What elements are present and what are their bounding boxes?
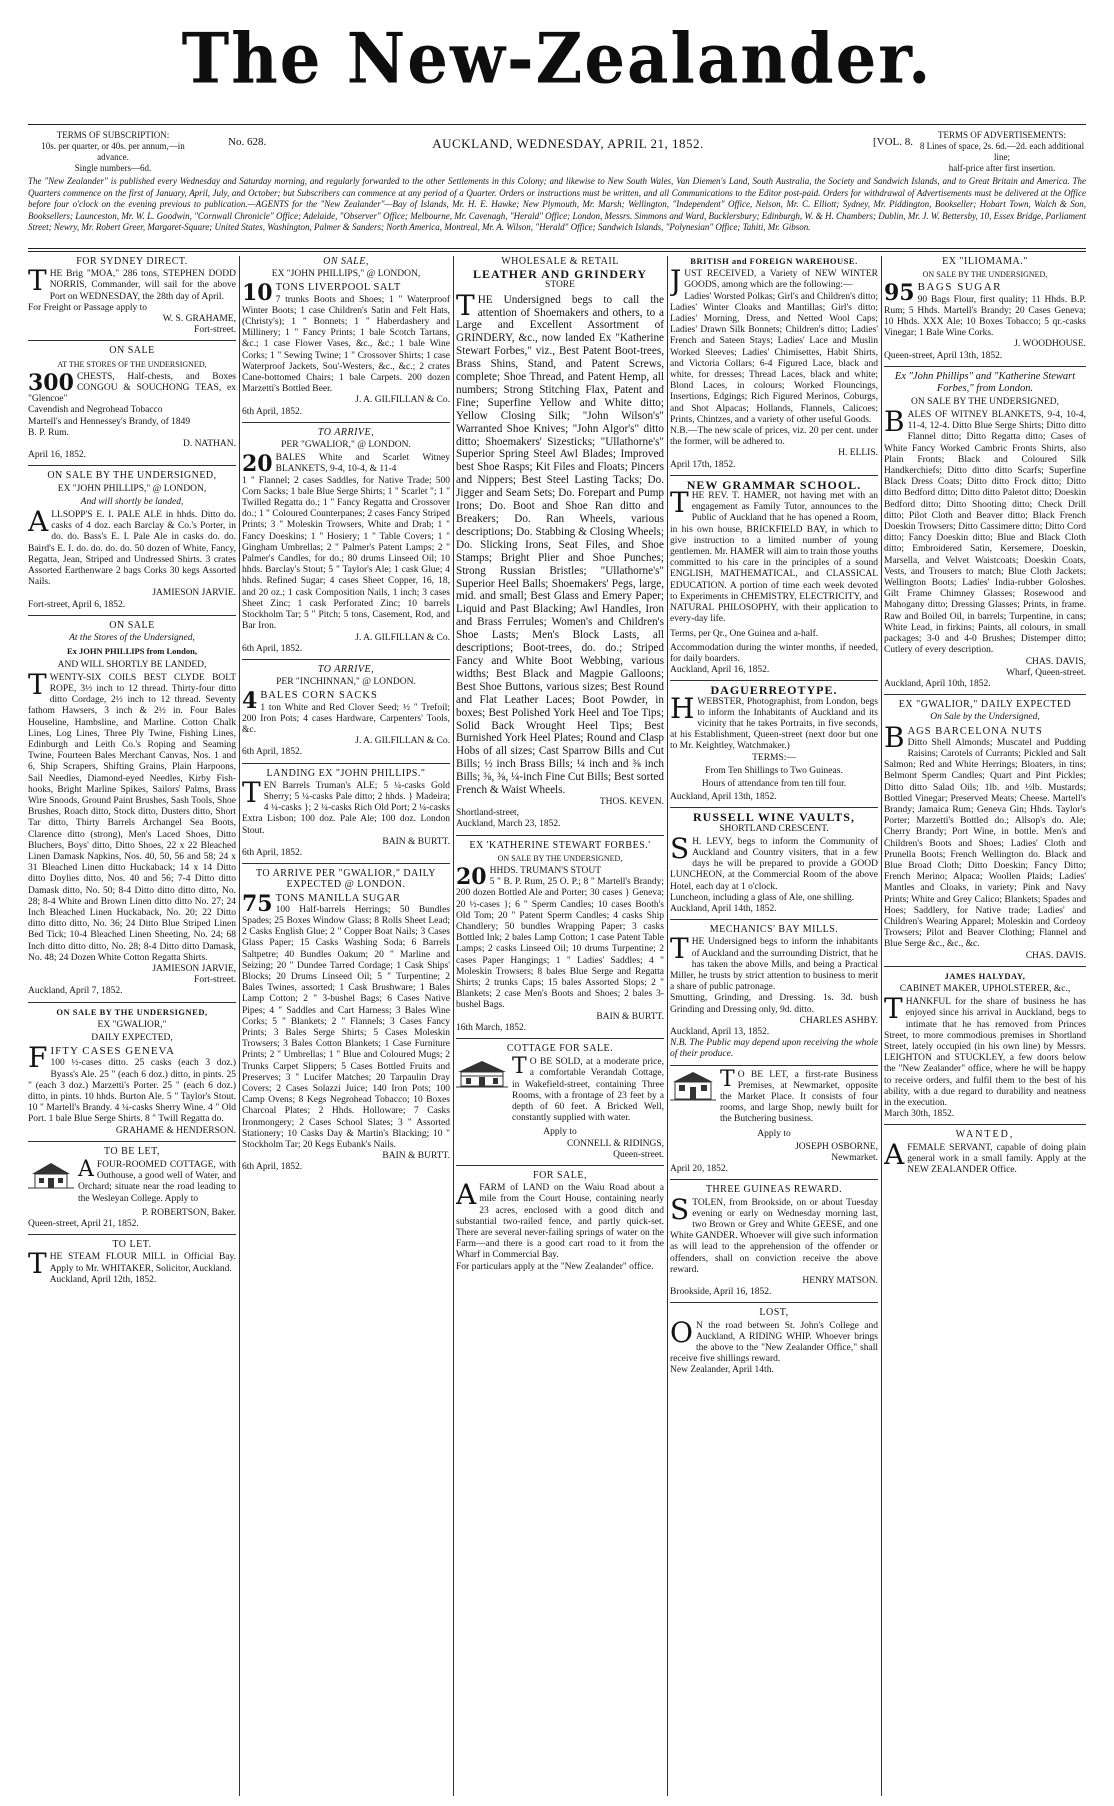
ad-signature: JAMIESON JARVIE. [152, 588, 236, 599]
ad-mill-to-let [28, 1239, 236, 1286]
ad-heading: LOST, [759, 1307, 789, 1319]
ad-terms: Terms, per Qr., One Guinea and a-half. [670, 628, 819, 639]
ad-manilla-sugar [242, 868, 450, 1173]
ad-tail: For Freight or Passage apply to [28, 302, 148, 313]
column-divider [881, 256, 882, 1796]
ad-body: CHESTS, Half-chests, and Boxes CONGOU & SOUCHONG TEAS, ex "Glencoe" [28, 371, 236, 405]
ad-separator [242, 659, 450, 660]
ad-signature: CONNELL & RIDINGS, [566, 1138, 664, 1149]
ad-body: TOLEN, from Brookside, on or about Tuesday evening or early on Wednesday morning last, two Brown or Grey and White GEESE, and one White GANDER. Whoever will give such information as will lead to the apprehension of the offender or offenders, shall on conviction receive the above reward. [670, 1197, 878, 1275]
ad-heading: TO ARRIVE, [317, 426, 375, 438]
ad-note: N.B.—The new scale of prices, viz. 20 per cent. under the former, will be adhered to. [670, 426, 878, 448]
ad-signature: JAMIESON JARVIE, [152, 963, 236, 974]
notice-rule-double [28, 251, 1086, 252]
ad-separator [670, 680, 878, 681]
ad-date: April 20, 1852. [670, 1164, 729, 1175]
ad-separator [670, 1302, 878, 1303]
ad-heading: EX "GWALIOR," DAILY EXPECTED [898, 699, 1072, 711]
advertisement-terms-rate: 8 Lines of space, 2s. 6d.—2d. each additional line; [919, 141, 1085, 162]
ad-note: N.B. The Public may depend upon receiving the whole of their produce. [670, 1038, 878, 1060]
ad-separator [456, 835, 664, 836]
ad-subheading: On Sale by the Undersigned, [930, 712, 1040, 723]
ad-signature: JOSEPH OSBORNE, [795, 1141, 878, 1152]
cottage-icon [456, 1057, 508, 1089]
ad-body: O BE SOLD, at a moderate price, a comfortable Verandah Cottage, in Wakefield-street, containing Three Rooms, with a frontage of 23 feet by a depth of 60 feet. A Bricked Well, constantly supplied with water. [512, 1057, 664, 1124]
ad-number: 20 [242, 451, 273, 478]
shop-building-icon [670, 1070, 716, 1102]
drop-cap: T [242, 775, 261, 809]
drop-cap: T [456, 288, 475, 322]
ad-mechanics-bay-mills [670, 924, 878, 1060]
column-divider [667, 256, 668, 1796]
ad-cottage-to-let [28, 1146, 236, 1230]
ad-signature: Fort-street. [194, 975, 236, 986]
ad-iliomama-sugar [884, 256, 1086, 362]
column-1 [28, 256, 236, 1796]
ad-subheading: EX "GWALIOR," [97, 1019, 167, 1030]
advertisement-terms-half: half-price after first insertion. [948, 163, 1056, 173]
ad-title: HHDS. TRUMAN'S STOUT [489, 865, 602, 876]
ad-illustration-row [670, 1066, 878, 1126]
ad-heading: TO LET. [112, 1239, 152, 1251]
ad-russell-wine-vaults [670, 812, 878, 915]
ad-line: Martell's and Hennessey's Brandy, of 1849 [28, 416, 191, 427]
ad-heading: WANTED, [955, 1129, 1015, 1141]
ad-title: TONS MANILLA SUGAR [275, 892, 401, 904]
ad-signature: Wharf, Queen-street. [1006, 667, 1086, 678]
column-5 [884, 256, 1086, 1796]
ad-subheading: ON SALE BY THE UNDERSIGNED, [497, 853, 623, 863]
ad-body: ALES OF WITNEY BLANKETS, 9-4, 10-4, 11-4, 12-4. Ditto Blue Serge Shirts; Ditto ditto Flannel ditto; Ditto Regatta ditto; Cases of White Fancy Worked Cambric Fronts Shirts, also Plain Fronts; Black and Coloured Silk Handkerchiefs; Ditto ditto ditto Scarfs; Superfine Black Dress Coats; Ditto ditto Frock ditto; Ditto ditto Bedford ditto; Ditto ditto Paletot ditto; Doeskin Bedford ditto; Ditto Shooting ditto; Check Drill ditto; Pilot Cloth and Beaver ditto; Black French Doeskin Trowsers; Ditto Cassimere ditto; Ditto Cord ditto; Fancy Doeskin ditto; Blue and Black Cloth ditto; Embroidered Satin, Kersemere, Doeskin, Marsella, and Velvet Waistcoats; Doeskin Coats, Vests, and Trousers to match; Blue Cloth Jackets; Wellington Boots; Ladies' India-rubber Goloshes. Gilt Frame Chimney Glasses; Rosewood and Mahogany ditto; Dressing Glasses; Prints, in frame. Raw and Boiled Oil, in barrels; Turpentine, in cans; White Lead, in firkins; Paints, all colours, in small packages; 3-0 and 4-0 Brushes; Distemper ditto; Cutlery of every description. [884, 410, 1086, 656]
ad-body: WEBSTER, Photographist, from London, begs to inform the Inhabitants of Auckland and its vicinity that he takes Portraits, in five seconds, at his Establishment, Queen-street (next door but one to Mr. Keightley, Watchmaker.) [670, 696, 878, 752]
ad-date: April 16, 1852. [28, 450, 87, 461]
ad-date: Auckland, April 16, 1852. [670, 665, 770, 676]
ad-subheading: EX "JOHN PHILLIPS," @ LONDON, [57, 483, 207, 494]
ad-date: 16th March, 1852. [456, 1022, 527, 1033]
ad-daguerreotype [670, 685, 878, 803]
ad-subheading: ON SALE BY THE UNDERSIGNED, [910, 396, 1060, 407]
ad-title: BAGS SUGAR [917, 281, 1003, 294]
ad-headline: RUSSELL WINE VAULTS, [693, 810, 855, 825]
ad-body: 5 " B. P. Rum, 25 O. P.; 8 " Martell's Brandy; 200 dozen Bottled Ale and Porter; 30 cases } Geneva; 20 ½-cases }; 6 " Sperm Candles; 10 cases Booth's Old Tom; 20 " Patent Sperm Candles; 4 casks Ship Chandlery; 50 bundles Wrapping Paper; 3 casks Bottled Ink; 2 bales Lamp Cotton; 1 case Patent Table Lamps; 2 casks Linseed Oil; 10 drums Turpentine; 2 cases Paper Hangings; 1 " Ladies' Saddles; 4 " Moleskin Trowsers; 8 bales Blue Serge and Regatta Shirts; 2 trunks Caps; 15 bales Assorted Slops; 2 " Blankets; 2 case Men's Boots and Shoes; 2 bales 3-bushel Bags. [456, 877, 664, 1011]
column-2 [242, 256, 450, 1796]
ad-date: New Zealander, April 14th. [670, 1365, 774, 1376]
ad-heading: EX "ILIOMAMA." [942, 256, 1028, 267]
ad-barcelona-nuts [884, 699, 1086, 962]
ad-separator [242, 422, 450, 423]
ad-subheading: At the Stores of the Undersigned, [69, 633, 195, 644]
ad-signature: BAIN & BURTT. [382, 836, 450, 847]
ad-number: 4 [242, 688, 258, 715]
ad-corn-sacks [242, 664, 450, 759]
ad-headline: LEATHER AND GRINDERY [472, 267, 648, 282]
ad-heading: TO ARRIVE PER "GWALIOR," DAILY EXPECTED @ LONDON. [255, 868, 437, 891]
publication-notice: The "New Zealander" is published every Wednesday and Saturday morning, and regularly forwarded to the other Settlements in this Colony; and likewise to New South Wales, Van Diemen's Land, South Australia, the Society and Sandwich Islands, and to Great Britain and America. The Quarters commence on the first of January, April, July, and October; but Subscribers can commence at any period of a Quarter. Orders or instructions must be written, and all Communications to the Editor post-paid. Orders for withdrawal of Advertisements must be delivered at the Office before four o'clock on the evening previous to publication.—AGENTS for the "New Zealander"—Bay of Islands, Mr. H. E. Hawke; New Plymouth, Mr. Marsh; Wellington, "Independent" Office, Nelson, Mr. C. Elliott; Sydney, Mr. Piddington, Bookseller; Hobart Town, Walch & Son, Booksellers; Launceston, Mr. W. L. Goodwin, "Cornwall Chronicle" Office; Adelaide, "Observer" Office; Melbourne, Mr. Cavenagh, "Herald" Office; London, Messrs. Simmons and Ward, Bucklersbury; Edinburgh, W. & H. Chambers; Dublin, Mr. J. W. Bettersby, 10, Essex Bridge, Parliament Street; Newry, Mr. Robert Greer, Margaret-Square; United States, Washington, Palmer & Sanders; North America, Montreal, Mr. A. Wilson, "Herald" Office; Sandwich Islands, "Polynesian" Office; Tahiti, Mr. Gibson. [28, 176, 1086, 232]
ad-separator [884, 694, 1086, 695]
drop-cap: O [670, 1315, 693, 1349]
ad-signature: H. ELLIS. [838, 448, 878, 459]
ad-teas [28, 345, 236, 461]
ad-signature: P. ROBERTSON, Baker. [141, 1207, 236, 1218]
ad-heading: THREE GUINEAS REWARD. [705, 1184, 843, 1196]
ad-date: Auckland, March 23, 1852. [456, 819, 561, 830]
ad-newmarket-premises [670, 1066, 878, 1176]
ad-terms: From Ten Shillings to Two Guineas. [705, 765, 843, 776]
column-divider [239, 256, 240, 1796]
ad-date: Auckland, April 13th, 1852. [670, 792, 777, 803]
ad-body: HE STEAM FLOUR MILL in Official Bay. Apply to Mr. WHITAKER, Solicitor, Auckland. [49, 1252, 236, 1274]
advertisement-terms-label: TERMS OF ADVERTISEMENTS: [938, 130, 1066, 140]
ad-heading: TO BE LET, [103, 1145, 160, 1157]
ad-note: Luncheon, including a glass of Ale, one shilling. [670, 892, 855, 903]
subscription-terms [28, 130, 198, 174]
ad-body: LLSOPP'S E. I. PALE ALE in hhds. Ditto do. casks of 4 doz. each Barclay & Co.'s Porter, in do. do. Bass's E. I. Pale Ale in casks do. do. Baird's E. I. do. do. do. do. 50 dozen of White, Fancy, Regatta, Jean, Striped and Undressed Shirts. 3 crates Assorted Earthenware 2 bags Corks 30 kegs Assorted Nails. [28, 510, 236, 588]
ad-signature: Queen-street. [613, 1149, 664, 1160]
ad-body: UST RECEIVED, a Variety of NEW WINTER GOODS, among which are the following:— [684, 269, 878, 291]
ad-heading: COTTAGE FOR SALE. [506, 1043, 614, 1055]
ad-heading: ON SALE [109, 619, 155, 631]
masthead [0, 0, 1114, 120]
ad-illustration-row [456, 1054, 664, 1124]
ad-heading: ON SALE [109, 345, 155, 357]
ad-heading: WHOLESALE & RETAIL [501, 256, 619, 267]
drop-cap: A [884, 1137, 905, 1171]
ad-date: 6th April, 1852. [242, 643, 303, 654]
ad-separator [670, 919, 878, 920]
drop-cap: A [28, 505, 49, 539]
ad-date: Queen-street, April 13th, 1852. [884, 350, 1003, 361]
ad-body: EN Barrels Truman's ALE; 5 ¼-casks Gold Sherry; 5 ¼-casks Pale ditto; 2 hhds. } Madeira; 4 ¼-casks }; 2 ¼-casks Rich Old Port; 2 ¼-casks Extra Lisbon; 100 doz. Pale Ale; 100 doz. London Stout. [242, 780, 450, 836]
drop-cap: T [28, 264, 47, 298]
ad-body: HANKFUL for the share of business he has enjoyed since his arrival in Auckland, begs to intimate that he has removed from Princes Street, to more commodious premises in Shortland Street, lately occupied (in his own line) by Messrs. LEIGHTON and STUCKLEY, a few doors below the "New Zealander" office, where he will be happy to receive orders, and fulfil them to the best of his ability, with a due regard to durability and neatness in the execution. [884, 997, 1086, 1109]
ad-heading: FOR SYDNEY DIRECT. [76, 256, 188, 267]
ad-separator [28, 1141, 236, 1142]
ad-rope [28, 620, 236, 998]
drop-cap: T [670, 486, 689, 520]
column-4 [670, 256, 878, 1796]
ad-body: Ditto Shell Almonds; Muscatel and Pudding Raisins; Carotels of Currants; Pickled and Salt Salmon; Red and White Herrings; Bloaters, in tins; Belmont Sperm Candles; Quart and Pint Pickles; Ditto ditto Salad Oils; 1lb. and ½lb. Mustards; Bottled Vinegar; Preserved Meats; Cheese. Martell's Brandy; Jamaica Rum; Geneva Gin; Hhds. Taylor's Porter; Marzetti's Bottled do.; Allsop's do. Ale; Cherry Brandy; Port Wine, in bottle. Men's and Children's Boots and Shoes; Ladies' Cloth and Prunella Boots; French Wellington do. Black and Blue Broad Cloth; Ditto Doeskin; Fancy Ditto; French Merino; Alpaca; Woollen Plaids; Ladies' Mantles and Cloaks, in variety; Pink and Navy Prints; White and Grey Calico; Blankets; Spades and Hoes; Saddlery, for Native trade; Ladies' and Children's Wearing Apparel; Moleskin and Cordeoy Trowsers; Pilot and Beaver Clothing; Flannel and Blue Serge &c., &c., &c. [884, 737, 1086, 950]
ad-allsopp [28, 470, 236, 610]
ad-signature: J. A. GILFILLAN & Co. [355, 736, 450, 747]
ad-body: H. LEVY, begs to inform the Community of Auckland and Country visiters, that in a few days he will be prepared to provide a GOOD LUNCHEON, at the Commercial Room of the above Hotel, each day at 1 o'clock. [670, 836, 878, 892]
ad-british-foreign-warehouse [670, 256, 878, 471]
ad-body: HE Brig "MOA," 286 tons, STEPHEN DODD NORRIS, Commander, will sail for the above Port on WEDNESDAY, the 28th day of April. [49, 269, 236, 302]
volume: [VOL. 8. [873, 136, 914, 148]
ad-date: Auckland, April 10th, 1852. [884, 678, 991, 689]
ad-list: Ladies' Worsted Polkas; Girl's and Children's ditto; Ladies' Winter Cloaks and Mantillas; Girl's ditto; Ladies' Morning, Dress, and Netted Wool Caps; Ladies' Drawn Silk Bonnets; Children's ditto; Ladies' French and Sateen Stays; Ladies' Lace and Muslin Worked Sleeves; Ladies' Chimisettes, Habit Shirts, and Victoria Collars; 6-4 Figured Lace, black and white, for dresses; Thread Laces, black and white; Blond Laces, in colours; Worked Flouncings, Insertions, Edgings; Rich Figured Merinos, Coburgs, and Shot Alpacas; Hollands, Flannels, Calicoes; Prints, Chintzes, and a variety of other useful Goods. [670, 291, 878, 425]
ad-date: 6th April, 1852. [242, 747, 303, 758]
subscription-terms-price: 10s. per quarter, or 40s. per annum,—in advance. [41, 141, 185, 162]
drop-cap: T [28, 667, 47, 701]
ad-heading: JAMES HALYDAY, [944, 970, 1026, 981]
ad-date: April 17th, 1852. [670, 459, 736, 470]
ad-body: 100 ½-cases ditto. 25 casks (each 3 doz.) Byass's Ale. 25 " (each 6 doz.) ditto, in pints. 25 " (each 3 doz.) Marzetti's Porter. 25 " (each 6 doz.) ditto, in pints. 10 hhds. Burton Ale. 5 " Taylor's Stout. 10 " Martell's Brandy. 4 ¼-casks Sherry Wine. 4 " Old Port. 1 bale Blue Serge Shirts. 8 " Twill Regatta do. [28, 1058, 236, 1125]
ad-date: Brookside, April 16, 1852. [670, 1287, 772, 1298]
ad-subheading: AND WILL SHORTLY BE LANDED, [57, 659, 207, 670]
ad-liverpool-salt [242, 256, 450, 418]
ad-separator [28, 1234, 236, 1235]
house-icon [28, 1160, 74, 1190]
top-rule [28, 124, 1086, 125]
ad-headline: NEW GRAMMAR SCHOOL. [686, 477, 862, 492]
drop-cap: A [78, 1157, 94, 1183]
ad-body: WENTY-SIX COILS BEST CLYDE BOLT ROPE, 3½ inch to 12 thread. Thirty-four ditto ditto Cordage, 2½ inch to 12 thread. Seventy fathom Hawsers, 3 inch & 2½ in. Four Bales Houseline, Hambsline, and Marline. Cotton Chalk Lines, Log Lines, Three Ply Twine, Fishing Lines, Edinburgh and Leith Co.'s Roping and Seaming Twine, Fourteen Bales Merchant Canvas, Nos. 1 and 6, Ship Scrapers, Shifting Grains, Plain Harpoons, Sail Needles, Diamond-eyed Needles, Kirby Fish-hooks, Bright Marline Spikes, Sailors' Palms, Brass Wire Snoods, Ground Paint Brushes, Sash Tools, Shoe Brushes, Roach ditto, Stock ditto, Dusters ditto, Short Tar ditto, Thirty Barrels Archangel Sea Boots, Clarence ditto (strong), Men's Laced Shoes, Ditto Bluchers, Boys' ditto, Ditto Shoes, 22 x 22 Bleached Linen Damask Napkins, Nos. 40, 50, 56 and 58; 24 x 31 Bleached Linen ditto Huckaback; 14 x 14 Ditto ditto Doylies ditto, Nos. 40 and 56; 7-4 Ditto ditto Damask ditto, No. 50; 8-4 Ditto ditto ditto ditto, No. 28; 8-4 White and Brown Linen ditto ditto No. 27; 24 Inch Bleached Linen Huckaback, No. 20; 22 Ditto ditto ditto ditto, No. 36; 24 Ditto Blue Striped Linen Bed Tick; 10-4 Bleached Linen Sheeting, No. 24; 68 Inch ditto ditto ditto, No. 28; 8-4 Ditto ditto Damask, No. 48; 24 Dozen White Cotton Regatta Shirts. [28, 672, 236, 963]
ad-line: Cavendish and Negrohead Tobacco [28, 405, 163, 416]
ad-body: N the road between St. John's College and Auckland, A RIDING WHIP. Whoever brings the above to the "New Zealander Office," shall receive five shillings reward. [670, 1320, 878, 1365]
ad-number: 20 [456, 863, 487, 890]
drop-cap: A [456, 1178, 477, 1212]
drop-cap: B [884, 720, 905, 754]
ad-subheading: STORE [545, 280, 575, 291]
ad-signature: J. A. GILFILLAN & Co. [355, 395, 450, 406]
ad-signature: J. A. GILFILLAN & Co. [355, 632, 450, 643]
drop-cap: J [670, 264, 682, 298]
ad-subheading: EX "JOHN PHILLIPS," @ LONDON, [271, 269, 421, 280]
ad-subheading: AT THE STORES OF THE UNDERSIGNED, [57, 359, 207, 369]
ad-body: 1 " Flannel; 2 cases Saddles, for Native Trade; 500 Corn Sacks; 1 bale Blue Serge Shirts; 1 " Scarlet "; 1 " Twilled Regatta do.; 1 " Fancy Regatta and Crossover do.; 1 " Coloured Counterpanes; 2 cases Fancy Striped Prints; 3 " Moleskin Trowsers, White and Drab; 1 " Fancy Doeskins; 1 " Hosiery; 1 " Table Covers; 1 " Gingham Umbrellas; 2 " Palmer's Patent Lamps; 2 " Palmer's Candles, for do.; 80 drums Linseed Oil; 10 hhds. Barclay's Stout; 5 " Taylor's Ale; 1 cask Glue; 4 hhds. Refined Sugar; 4 cases Sheet Copper, 16, 18, and 20 oz.; 1 cask Composition Nails, 1 inch; 3 cases Sheet Zinc; 1 cask Perforated Zinc; 10 barrels Stockholm Tar; 5 " Pitch; 5 tons, Casement, Rod, and Bar Iron. [242, 475, 450, 632]
ad-signature: CHAS. DAVIS. [1025, 950, 1086, 961]
ad-signature: W. S. GRAHAME, [162, 314, 236, 325]
ad-hours: Hours of attendance from ten till four. [701, 778, 847, 789]
issue-number: No. 628. [228, 136, 267, 148]
ad-body: 90 Bags Flour, first quality; 11 Hhds. B.P. Rum; 5 Hhds. Martell's Brandy; 20 Cases Geneva; 10 Hhds. XXX Ale; 10 Boxes Tobacco; 5 qr.-casks Vinegar; 1 Bale Wine Corks. [884, 294, 1086, 339]
ad-heading: ON SALE BY THE UNDERSIGNED, [56, 1006, 208, 1017]
drop-cap: F [28, 1041, 48, 1075]
ad-headline: DAGUERREOTYPE. [710, 683, 838, 698]
ad-body: 100 Half-barrels Herrings; 50 Bundles Spades; 25 Boxes Window Glass; 8 Rolls Sheet Lead; 2 Casks English Glue; 2 " Copper Boat Nails; 3 Cases Glass Paper; 15 Casks Washing Soda; 6 Barrels Saltpetre; 40 Bundles Oakum; 20 " Marline and Seizing; 20 " Dundee Tarred Cordage; 1 Cask Ships' Blocks; 20 Drums Linseed Oil; 5 " Turpentine; 2 Bales Twines, assorted; 1 Cask Brushware; 1 Bales Lamp Cotton; 2 " 3-bushel Bags; 6 Cases Native Pipes; 4 " Saddles and Cart Harness; 3 Bales Wine Corks; 5 " Blankets; 2 " Flannels; 3 Cases Fancy Prints; 3 Bales Serge Shirts; 5 Cases Moleskin Trowsers; 3 Bales Cotton Blankets; 1 Case Furniture Prints; 2 " Umbrellas; 1 " Blue and Coloured Mugs; 2 Trunks Carpet Slippers; 5 Cases Bottled Fruits and Preserves; 3 " Lucifer Matches; 20 Tarpaulin Dray Covers; 2 Cases Solazzi Juice; 140 Iron Pots; 100 Camp Ovens; 8 Kegs Negrohead Tobacco; 10 Boxes Charcoal Plates; 2 Hhds. Holloware; 7 Casks Ironmongery; 2 Cases School Slates; 3 " Assorted Stationery; 10 Casks Day & Martin's Blacking; 10 " Stockholm Tar; 20 Kegs Eubank's Nails. [242, 904, 450, 1151]
ad-separator [242, 763, 450, 764]
subscription-terms-label: TERMS OF SUBSCRIPTION: [56, 130, 170, 140]
columns [28, 256, 1086, 1796]
ad-date: Auckland, April 14th, 1852. [670, 903, 777, 914]
ad-heading: TO ARRIVE, [317, 663, 375, 675]
ad-body: FARM of LAND on the Waiu Road about a mile from the Court House, containing nearly 23 acres, enclosed with a good ditch and substantial two-railed fence, and partly quick-set. There are several never-failing springs of water on the Farm—and there is a good cart road to it from the Wharf in Commercial Bay. [456, 1183, 664, 1261]
ad-date: Auckland, April 12th, 1852. [49, 1274, 157, 1285]
ad-number: 300 [28, 369, 74, 396]
ad-number: 10 [242, 280, 273, 307]
drop-cap: S [670, 831, 690, 865]
ad-separator [670, 1065, 878, 1066]
ad-signature: THOS. KEVEN. [599, 796, 664, 807]
ad-signature: Newmarket. [831, 1153, 878, 1164]
ad-separator [670, 1179, 878, 1180]
subscription-terms-single: Single numbers—6d. [74, 163, 152, 173]
ad-separator [28, 1002, 236, 1003]
ad-signature: HENRY MATSON. [802, 1276, 878, 1287]
ad-line: B. P. Rum. [28, 427, 69, 438]
ad-signature: BAIN & BURTT. [382, 1151, 450, 1162]
ad-geneva [28, 1007, 236, 1137]
ad-number: 75 [242, 890, 273, 917]
ad-body: FOUR-ROOMED COTTAGE, with Outhouse, a good well of Water, and Orchard; situate near the road leading to the Wesleyan College. Apply to [78, 1160, 236, 1204]
ad-heading: ON SALE BY THE UNDERSIGNED, [47, 470, 217, 482]
ad-illustration-row [28, 1157, 236, 1205]
ad-number: 95 [884, 280, 915, 307]
ad-sydney-direct [28, 256, 236, 336]
ad-tail: For particulars apply at the "New Zealander" office. [456, 1261, 654, 1272]
ad-date: March 30th, 1852. [884, 1109, 955, 1120]
ad-note: Accommodation during the winter months, if needed, for daily boarders. [670, 642, 878, 664]
column-divider [453, 256, 454, 1796]
ad-signature: BAIN & BURTT. [596, 1011, 664, 1022]
ad-cabinet-maker [884, 971, 1086, 1121]
ad-separator [670, 807, 878, 808]
ad-signature: J. WOODHOUSE. [1014, 339, 1086, 350]
ad-signature: CHAS. DAVIS, [1025, 656, 1086, 667]
ad-body: HE Undersigned begs to call the attention of Shoemakers and others, to a Large and Excellent Assortment of GRINDERY, &c., now landed Ex "Katherine Stewart Forbes," viz., Best Patent Boot-trees, Brass Shins, Stand, and Patent Screws, complete; Shoe Thread, and Patent Hemp, all numbers; Strong Stitching Flax, Patent and Fine; Superfine Yellow and White ditto; Yellow Closing Silk; "John Wilson's" Warranted Shoe Knives; "John Algor's" ditto ditto; Shoemakers' Sizesticks; "Ullathorne's" Superior Spring Steel Awl Blades; Improved best Shoe Rasps; Kit Files and Floats; Pincers and Nippers; Best Steel Lasting Tacks; Do. Jigger and Seam Sets; Do. Forepart and Pump Irons; Do. Boot and Shoe Ran ditto and Breakers; Do. Ran Wheels, various descriptions; Do. Stabbing & Closing Wheels; Do. Slicking Irons, Seat Files, and Shoe Stamps; Bright Plier and Shoe Punches; Strong Russian Bristles; "Ullathorne's" Superior Heel Balls; Shoemakers' Pegs, large, mid. and small; Best Glass and Emery Paper; Liquid and Past Blacking; Awl Handles, Iron and Brass Ferrules; Women's and Children's Shoe Lasts; Men's Block Lasts, all descriptions; Boot-trees, do. do.; Striped Fancy and White Boot Webbing, various widths; Best Black and Magpie Galloons; Best Shoe Buttons, various sizes; Best Round and Flat Leather Laces; Boot Powder, in boxes; Best Polished York Heel and Toe Tips; Solid Back Wrought Heel Tips; Best Burnished York Heel Plates; Round and Clasp Hobs of all sizes; Cast Sparrow Bills and Cut Bills; ½ inch Brass Bills; ¼ inch and ⅜ inch Bills; ⅜, ⅜, ¼-inch Fine Cut Bills; Best sorted French & Waist Wheels. [456, 293, 664, 797]
ad-body: FEMALE SERVANT, capable of doing plain general work in a small family. Apply at the NEW ZEALANDER Office. [907, 1142, 1086, 1176]
ad-lost [670, 1307, 878, 1376]
ad-separator [242, 863, 450, 864]
ad-place: Shortland-street, [456, 808, 520, 819]
ad-date: Queen-street, April 21, 1852. [28, 1219, 139, 1230]
ad-signature: Fort-street. [194, 325, 236, 336]
ad-terms-label: TERMS:— [752, 752, 796, 763]
ad-separator [456, 1038, 664, 1039]
ad-subheading: CABINET MAKER, UPHOLSTERER, &c., [899, 983, 1071, 994]
ad-subheading: ON SALE BY THE UNDERSIGNED, [922, 270, 1048, 280]
drop-cap: T [670, 932, 689, 966]
ad-rates: Smutting, Grinding, and Dressing. 1s. 3d. bush Grinding and Dressing only, 9d. ditto. [670, 993, 878, 1015]
ad-reward [670, 1184, 878, 1298]
ad-heading: LANDING EX "JOHN PHILLIPS." [266, 767, 426, 779]
ad-signature: D. NATHAN. [182, 439, 236, 450]
ad-heading: BRITISH and FOREIGN WAREHOUSE. [690, 256, 858, 266]
ad-truman-stout [456, 840, 664, 1034]
ad-body: 1 ton White and Red Clover Seed; ½ " Trefoil; 200 Iron Pots; 4 cases Hardware, Carpenters' Tools, &c. [242, 702, 450, 735]
ad-separator [28, 465, 236, 466]
ad-separator [884, 1124, 1086, 1125]
ad-separator [884, 966, 1086, 967]
ad-heading: EX 'KATHERINE STEWART FORBES.' [469, 839, 651, 851]
ad-date: Fort-street, April 6, 1852. [28, 599, 126, 610]
dateline: AUCKLAND, WEDNESDAY, APRIL 21, 1852. [432, 136, 704, 151]
ad-date: Auckland, April 13, 1852. [670, 1027, 770, 1037]
ad-farm-for-sale [456, 1170, 664, 1273]
ad-subheading: PER "GWALIOR," @ LONDON. [281, 440, 411, 451]
ad-subheading: PER "INCHINNAN," @ LONDON. [276, 677, 416, 688]
info-bar [28, 130, 1086, 173]
ad-title: TONS LIVERPOOL SALT [275, 282, 401, 294]
ad-signature: Apply to [543, 1127, 577, 1138]
ad-body: 7 trunks Boots and Shoes; 1 " Waterproof Winter Boots; 1 case Children's Satin and Felt Hats, (Christy's); 1 " Bonnets; 1 " Haberdashery and Millinery; 1 " Fancy Prints; 1 bale Scotch Tartans, &c.; 1 case Flower Vases, &c., &c.; 1 bale Wine Corks; 1 " Sewing Twine; 1 " Crossover Shirts; 1 case Waterproof Jackets, Sou'-Westers, &c., &c.; 2 crates Cane-bottomed Chairs; 1 bale Carpets. 200 dozen Marzetti's Bottled Beer. [242, 294, 450, 395]
ad-signature: Apply to [757, 1128, 791, 1139]
ad-title: BALES White and Scarlet Witney BLANKETS, 9-4, 10-4, & 11-4 [275, 453, 450, 475]
ad-separator [884, 366, 1086, 367]
drop-cap: T [884, 992, 903, 1026]
ad-heading: ON SALE, [323, 256, 369, 267]
ad-subheading: And will shortly be landed, [80, 496, 184, 507]
advertisement-terms [918, 130, 1086, 174]
ad-date: 6th April, 1852. [242, 406, 303, 417]
notice-rule [28, 248, 1086, 249]
ad-subheading: Ex JOHN PHILLIPS from London, [67, 646, 197, 657]
ad-subheading: SHORTLAND CRESCENT. [719, 823, 829, 834]
ad-body: HE REV. T. HAMER, not having met with an engagement as Family Tutor, announces to the Public of Auckland that he has opened a Room, in his own house, BRICKFIELD BAY, in which to give instruction to a limited number of young gentlemen. Mr. HAMER will aim to train those youths committed to his care in the principles of a sound ENGLISH, MATHEMATICAL, and CLASSICAL EDUCATION. A portion of time each week devoted to Experiments in CHEMISTRY, ELECTRICITY, and NATURAL PHILOSOPHY, with their application to every-day life. [670, 491, 878, 625]
drop-cap: T [512, 1054, 527, 1080]
ad-separator [670, 475, 878, 476]
ad-separator [28, 615, 236, 616]
drop-cap: S [670, 1192, 690, 1226]
drop-cap: B [884, 405, 905, 439]
drop-cap: T [720, 1066, 735, 1092]
column-3 [456, 256, 664, 1796]
ad-heading: MECHANICS' BAY MILLS. [709, 924, 839, 936]
masthead-title: The New-Zealander. [181, 18, 933, 100]
ad-cottage-for-sale [456, 1043, 664, 1161]
drop-cap: H [670, 691, 695, 725]
ad-grammar-school [670, 477, 878, 676]
drop-cap: T [28, 1247, 47, 1281]
ad-date: 6th April, 1852. [242, 847, 303, 858]
ad-separator [456, 1165, 664, 1166]
ad-leather-grindery [456, 256, 664, 831]
ad-title: AGS BARCELONA NUTS [907, 725, 1043, 737]
ad-wanted [884, 1129, 1086, 1176]
ad-body: HE Undersigned begs to inform the inhabitants of Auckland and the surrounding District, that he has taken the above Mills, and being a Practical Miller, he trusts by strict attention to business to merit a share of public patronage. [670, 937, 878, 993]
ad-signature: GRAHAME & HENDERSON. [115, 1125, 236, 1136]
ad-blankets [242, 427, 450, 655]
ad-subheading: DAILY EXPECTED, [91, 1033, 173, 1043]
ad-signature: CHARLES ASHBY. [799, 1015, 878, 1026]
ad-date: Auckland, April 7, 1852. [28, 986, 123, 997]
ad-title: IFTY CASES GENEVA [50, 1045, 176, 1058]
ad-headline: Ex "John Phillips" and "Katherine Stewart Forbes," from London. [894, 370, 1076, 394]
ad-witney-blankets [884, 371, 1086, 690]
ad-title: BALES CORN SACKS [260, 690, 378, 702]
ad-separator [28, 340, 236, 341]
ad-date: 6th April, 1852. [242, 1162, 303, 1173]
ad-heading: FOR SALE, [533, 1170, 587, 1182]
ad-landing-john-phillips [242, 768, 450, 860]
ad-body: O BE LET, a first-rate Business Premises, at Newmarket, opposite the Market Place. It consists of four rooms, and large Shop, newly built for the Butchering business. [720, 1069, 878, 1125]
